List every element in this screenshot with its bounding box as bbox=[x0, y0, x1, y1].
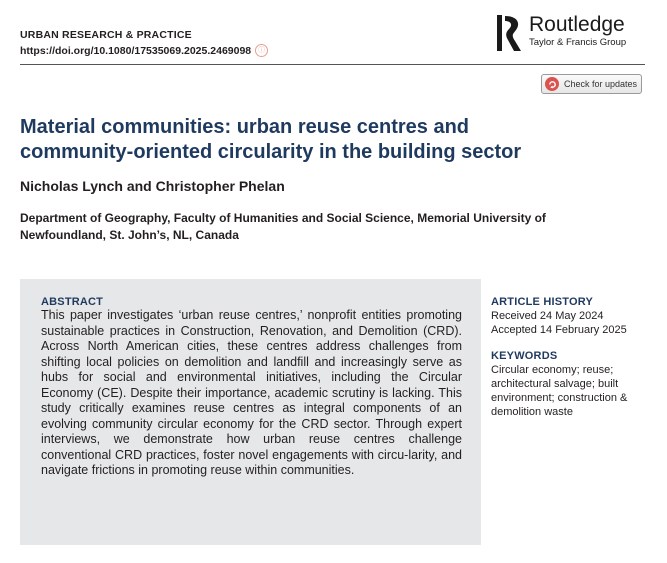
open-access-icon: ⓘ bbox=[255, 44, 268, 57]
refresh-icon bbox=[545, 77, 559, 91]
journal-name: URBAN RESEARCH & PRACTICE bbox=[20, 29, 192, 41]
affiliation: Department of Geography, Faculty of Humanities and Social Science, Memorial University of Newfoundland, St. John’s, NL, Canada bbox=[20, 211, 546, 242]
publisher-subtitle: Taylor & Francis Group bbox=[529, 37, 627, 48]
check-for-updates-label: Check for updates bbox=[564, 79, 638, 89]
article-title: Material communities: urban reuse centres and community-oriented circularity in the building sector bbox=[20, 116, 522, 163]
check-for-updates-button[interactable] bbox=[541, 74, 642, 94]
received-date: Received 24 May 2024 bbox=[491, 310, 604, 322]
authors: Nicholas Lynch and Christopher Phelan bbox=[20, 178, 285, 194]
keywords-heading: KEYWORDS bbox=[491, 350, 558, 362]
history-heading: ARTICLE HISTORY bbox=[491, 296, 594, 308]
doi-line bbox=[20, 44, 268, 57]
accepted-date: Accepted 14 February 2025 bbox=[491, 324, 627, 336]
abstract-text: This paper investigates ‘urban reuse centres,’ nonprofit entities promoting sustainable practices in Construction, Renovation, and Demolition (CRD). Across North American cities, these centres address challenges from shifting local policies on demolition and landfill and increasingly serve as hubs for social and environmental initiatives, including the Circular Economy (CE). Despite their importance, academic scrutiny is lacking. This study critically examines reuse centres as integral components of an evolving community circular economy for the CRD sector. Through expert interviews, we demonstrate how urban reuse centres challenge conventional CRD practices, foster novel engagements with circu-larity, and navigate frictions in promoting reuse within communities. bbox=[41, 308, 462, 477]
routledge-logo-icon bbox=[497, 13, 525, 53]
publisher-logo bbox=[497, 13, 626, 53]
abstract-box bbox=[20, 279, 481, 545]
doi-link[interactable]: https://doi.org/10.1080/17535069.2025.2469098 bbox=[20, 44, 252, 57]
publisher-name: Routledge bbox=[529, 13, 625, 36]
abstract-heading: ABSTRACT bbox=[41, 296, 104, 308]
header-divider bbox=[20, 64, 645, 65]
article-sidebar bbox=[491, 296, 651, 419]
keywords-list: Circular economy; reuse; architectural salvage; built environment; construction & demolition waste bbox=[491, 364, 628, 418]
